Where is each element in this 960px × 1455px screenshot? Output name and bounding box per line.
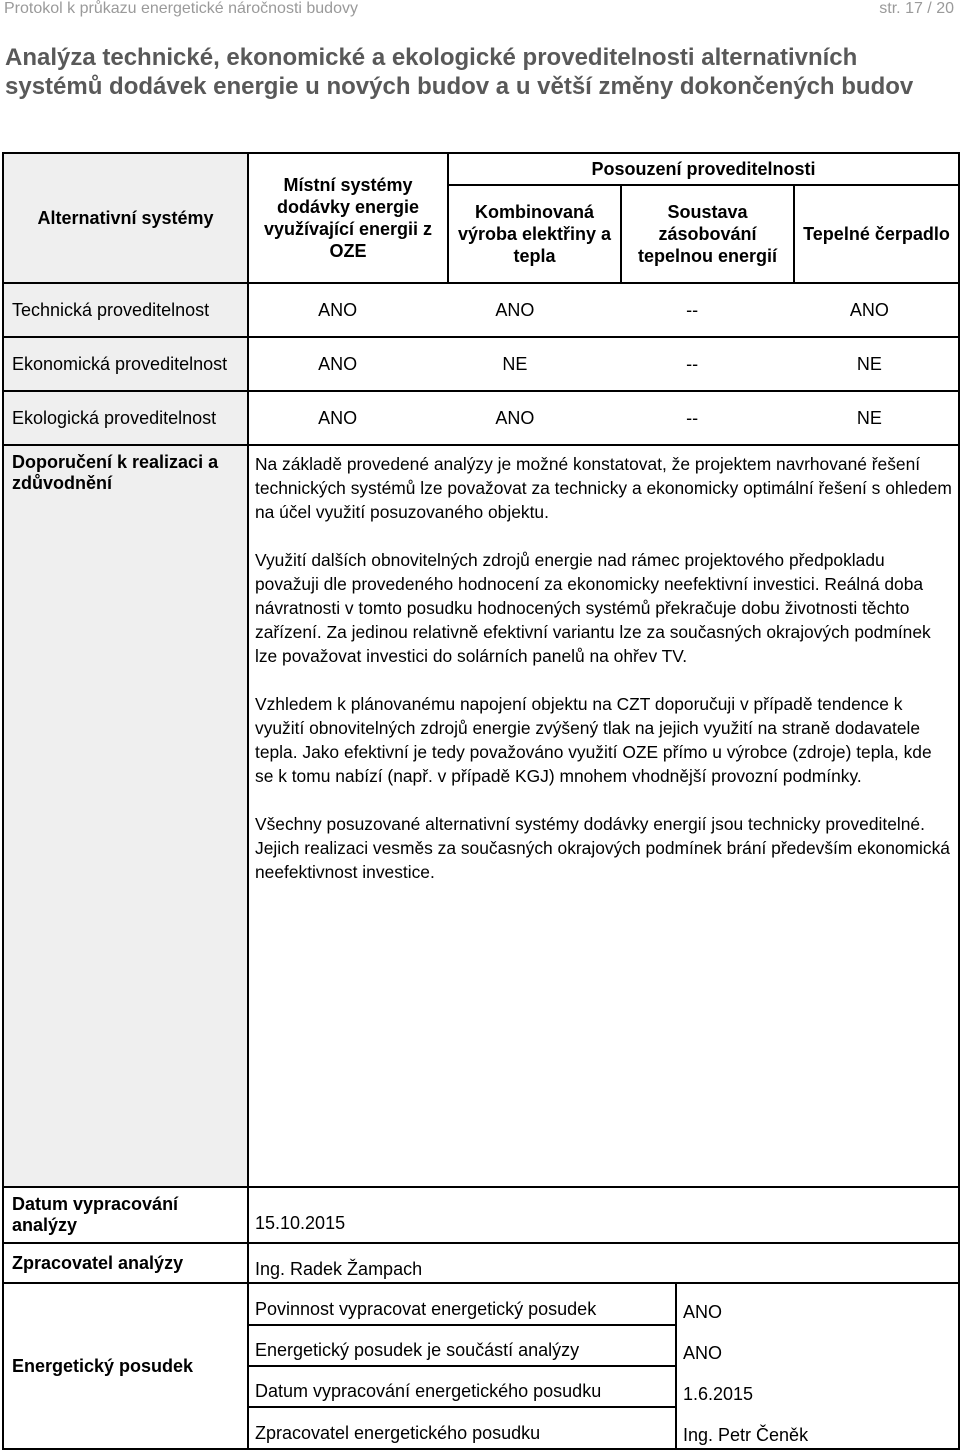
page-title: Analýza technické, ekonomické a ekologické proveditelnosti alternativních systémů dodávek energie u nových budov a u větší změny dokončených budov bbox=[5, 44, 914, 100]
value-cell: ANO bbox=[495, 407, 535, 428]
value-cell: -- bbox=[686, 299, 699, 320]
value-cell: -- bbox=[686, 407, 699, 428]
assessment-item-label-cell bbox=[249, 1407, 676, 1448]
row-values bbox=[249, 300, 958, 321]
assessment-item-value: 1.6.2015 bbox=[683, 1384, 754, 1404]
recommendation-paragraph: Na základě provedené analýzy je možné konstatovat, že projektem navrhované řešení technických systémů lze považovat za technicky a ekonomicky optimální řešení s ohledem na účel využití posuzovaného objektu. bbox=[255, 454, 952, 522]
recommendation-paragraph: Využití dalších obnovitelných zdrojů energie nad rámec projektového předpokladu považuji dle provedeného hodnocení za ekonomicky neefektivní investici. Reálná doba návratnosti v tomto posudku hodnocených systémů překračuje dobu životnosti těchto zařízení. Za jedinou relativně efektivní variantu lze za současných okrajových podmínek lze považovat investici do solárních panelů na ohřev TV. bbox=[255, 550, 931, 666]
assessment-item-value: ANO bbox=[683, 1343, 723, 1363]
recommendation-row bbox=[3, 445, 959, 1187]
date-row bbox=[3, 1187, 959, 1243]
author-row bbox=[3, 1243, 959, 1283]
assessment-item-label: Datum vypracování energetického posudku bbox=[255, 1381, 602, 1401]
value-cell: NE bbox=[856, 407, 882, 428]
assessment-row bbox=[3, 1283, 959, 1449]
row-label-cell bbox=[3, 1187, 248, 1243]
value-cell: ANO bbox=[318, 299, 358, 320]
assessment-item-value-cell bbox=[676, 1407, 960, 1448]
row-header-cell bbox=[3, 153, 248, 283]
recommendation-text bbox=[249, 446, 958, 884]
row-label-cell bbox=[3, 445, 248, 1187]
row-label-cell bbox=[3, 1283, 248, 1449]
recommendation-cell bbox=[248, 445, 959, 1187]
row-label: Ekonomická proveditelnost bbox=[12, 353, 228, 374]
row-header-label: Alternativní systémy bbox=[37, 207, 214, 228]
column-header-district-heating bbox=[621, 185, 794, 283]
value-cell: NE bbox=[502, 353, 528, 374]
value-cell: ANO bbox=[849, 299, 889, 320]
table-row bbox=[3, 283, 959, 337]
assessment-label: Energetický posudek bbox=[12, 1355, 194, 1376]
value-cell: -- bbox=[686, 353, 699, 374]
column-header-local-systems bbox=[248, 153, 448, 283]
assessment-item-label-cell bbox=[249, 1366, 676, 1407]
assessment-item-label: Zpracovatel energetického posudku bbox=[255, 1423, 541, 1443]
date-value: 15.10.2015 bbox=[255, 1213, 346, 1233]
value-cell: ANO bbox=[318, 407, 358, 428]
row-label-cell bbox=[3, 1243, 248, 1283]
group-header-cell bbox=[448, 153, 959, 185]
recommendation-label: Doporučení k realizaci a zdůvodnění bbox=[12, 452, 219, 493]
assessment-item-value-cell bbox=[676, 1325, 960, 1366]
value-cell: ANO bbox=[495, 299, 535, 320]
row-label-cell bbox=[3, 283, 248, 337]
column-header-label: Soustava zásobování tepelnou energií bbox=[637, 202, 778, 266]
row-label: Technická proveditelnost bbox=[12, 299, 210, 320]
column-header-label: Tepelné čerpadlo bbox=[803, 224, 950, 244]
row-values-cell bbox=[248, 337, 959, 391]
assessment-item bbox=[249, 1325, 960, 1366]
assessment-item-label-cell bbox=[249, 1325, 676, 1366]
assessment-item-value: Ing. Petr Čeněk bbox=[683, 1425, 809, 1445]
assessment-table bbox=[249, 1284, 960, 1448]
assessment-item-value-cell bbox=[676, 1284, 960, 1325]
assessment-item-label: Povinnost vypracovat energetický posudek bbox=[255, 1299, 597, 1319]
group-header-label: Posouzení proveditelnosti bbox=[591, 159, 816, 179]
page-number: str. 17 / 20 bbox=[879, 0, 954, 17]
row-label-cell bbox=[3, 391, 248, 445]
author-value: Ing. Radek Žampach bbox=[255, 1259, 423, 1279]
row-values-cell bbox=[248, 391, 959, 445]
page-header bbox=[0, 0, 960, 20]
author-label: Zpracovatel analýzy bbox=[12, 1252, 184, 1273]
assessment-item bbox=[249, 1284, 960, 1325]
analysis-table bbox=[2, 152, 960, 1450]
value-cell: ANO bbox=[318, 353, 358, 374]
date-cell bbox=[248, 1187, 959, 1243]
assessment-item-value: ANO bbox=[683, 1302, 723, 1322]
value-cell: NE bbox=[856, 353, 882, 374]
author-cell bbox=[248, 1243, 959, 1283]
assessment-item bbox=[249, 1407, 960, 1448]
table-row bbox=[3, 337, 959, 391]
assessment-item-value-cell bbox=[676, 1366, 960, 1407]
column-header-label: Kombinovaná výroba elektřiny a tepla bbox=[457, 202, 612, 266]
row-values bbox=[249, 408, 958, 429]
date-label: Datum vypracování analýzy bbox=[12, 1194, 179, 1235]
recommendation-paragraph: Vzhledem k plánovanému napojení objektu na CZT doporučuji v případě tendence k využití obnovitelných zdrojů energie zvýšený tlak na jejich využití na straně dodavatele tepla. Jako efektivní je tedy považováno využití OZE přímo u výrobce (zdroje) tepla, kde se k tomu nabízí (např. v případě KGJ) mnohem vhodnější provozní podmínky. bbox=[255, 694, 932, 786]
row-values-cell bbox=[248, 283, 959, 337]
table-row bbox=[3, 391, 959, 445]
row-label-cell bbox=[3, 337, 248, 391]
assessment-cell bbox=[248, 1283, 959, 1449]
assessment-item bbox=[249, 1366, 960, 1407]
recommendation-paragraph: Všechny posuzované alternativní systémy dodávky energií jsou technicky proveditelné. Jejich realizaci vesměs za současných okrajových podmínek brání především ekonomická neefektivnost investice. bbox=[255, 814, 950, 882]
column-header-label: Místní systémy dodávky energie využívající energii z OZE bbox=[263, 175, 433, 261]
assessment-item-label: Energetický posudek je součástí analýzy bbox=[255, 1340, 580, 1360]
column-header-chp bbox=[448, 185, 621, 283]
assessment-item-label-cell bbox=[249, 1284, 676, 1325]
row-label: Ekologická proveditelnost bbox=[12, 407, 217, 428]
row-values bbox=[249, 354, 958, 375]
column-header-heat-pump bbox=[794, 185, 959, 283]
document-name: Protokol k průkazu energetické náročnosti budovy bbox=[4, 0, 358, 17]
